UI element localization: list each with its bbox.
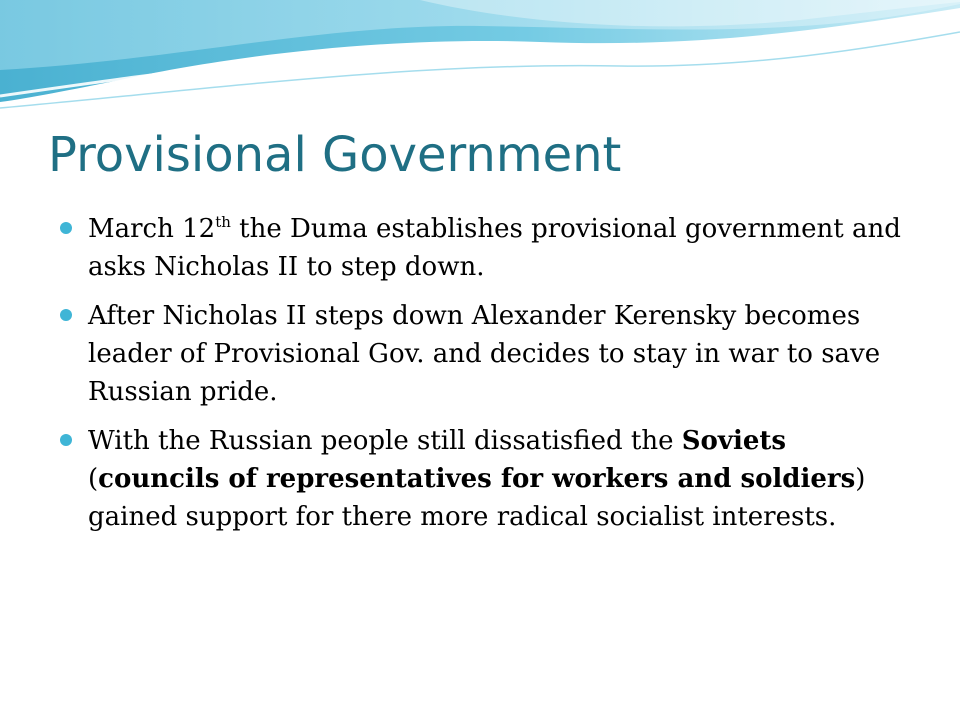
bullet-dot-icon bbox=[60, 309, 72, 321]
bullet-text-part: ) gained support for there more radical socialist interests. bbox=[88, 464, 866, 532]
bullet-text-part: With the Russian people still dissatisfied the bbox=[88, 426, 682, 456]
bullet-list bbox=[60, 210, 910, 547]
bullet-item-soviets bbox=[60, 422, 910, 536]
wave-header-decoration bbox=[0, 0, 960, 120]
bullet-text: After Nicholas II steps down Alexander Kerensky becomes leader of Provisional Gov. and decides to stay in war to save Russian pride. bbox=[88, 301, 881, 407]
bullet-text bbox=[88, 214, 901, 282]
bullet-text-part: the Duma establishes provisional government and asks Nicholas II to step down. bbox=[88, 214, 901, 282]
bullet-text bbox=[88, 426, 865, 532]
slide-title: Provisional Government bbox=[48, 127, 622, 183]
bullet-item-duma bbox=[60, 210, 910, 286]
bold-term-soviets: Soviets bbox=[681, 426, 787, 456]
bullet-item-kerensky bbox=[60, 297, 910, 411]
bold-definition: councils of representatives for workers and soldiers bbox=[98, 464, 856, 494]
bullet-text-part: ( bbox=[88, 464, 99, 494]
bullet-dot-icon bbox=[60, 222, 72, 234]
bullet-text-part: March 12 bbox=[88, 214, 216, 244]
bullet-dot-icon bbox=[60, 434, 72, 446]
ordinal-superscript: th bbox=[215, 213, 231, 231]
